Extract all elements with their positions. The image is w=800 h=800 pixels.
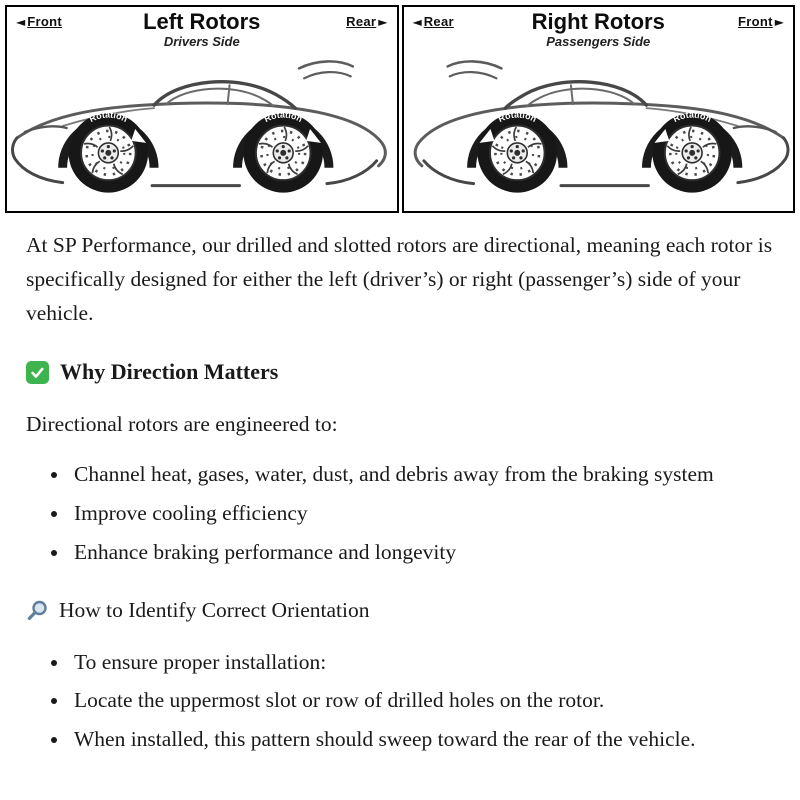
rear-rotor <box>238 113 329 192</box>
why-direction-matters-heading <box>26 355 774 390</box>
heading-text: How to Identify Correct Orientation <box>59 597 370 622</box>
direction-text: Front <box>738 14 773 29</box>
list-item: • Enhance braking performance and longevity <box>70 536 774 570</box>
direction-text: Front <box>27 14 62 29</box>
benefits-list <box>26 458 774 570</box>
list-item: • To ensure proper installation: <box>70 646 774 680</box>
left-arrow-icon: ◄ <box>412 14 422 29</box>
rear-direction-label <box>346 14 387 29</box>
list-item: • Locate the uppermost slot or row of drilled holes on the rotor. <box>70 684 774 718</box>
rear-direction-label <box>413 14 454 29</box>
engineered-lead: Directional rotors are engineered to: <box>26 411 338 436</box>
right-arrow-icon: ► <box>378 14 388 29</box>
rotor-direction-diagram <box>0 0 800 213</box>
left-car-illustration <box>7 51 397 203</box>
right-arrow-icon: ► <box>774 14 784 29</box>
front-direction-label <box>16 14 62 29</box>
right-car-illustration <box>404 51 794 203</box>
left-panel-header <box>7 7 397 49</box>
right-rotors-panel <box>402 5 796 213</box>
orientation-list <box>26 646 774 758</box>
front-direction-label <box>738 14 784 29</box>
heading-text: Why Direction Matters <box>60 358 279 384</box>
left-arrow-icon: ◄ <box>16 14 26 29</box>
article-body <box>0 213 800 791</box>
identify-orientation-heading <box>26 594 774 628</box>
panel-subtitle: Passengers Side <box>546 34 651 50</box>
left-rotors-panel <box>5 5 399 213</box>
list-item: • Channel heat, gases, water, dust, and debris away from the braking system <box>70 458 774 492</box>
magnifier-icon <box>26 599 50 623</box>
front-rotor <box>63 113 154 192</box>
panel-title: Left Rotors <box>143 9 261 34</box>
right-panel-header <box>404 7 794 49</box>
intro-paragraph: At SP Performance, our drilled and slotted rotors are directional, meaning each rotor is specifically designed for either the left (driver’s) or right (passenger’s) side of your vehicle. <box>26 233 773 325</box>
list-item: • Improve cooling efficiency <box>70 497 774 531</box>
panel-subtitle: Drivers Side <box>163 34 240 50</box>
direction-text: Rear <box>423 14 454 29</box>
list-item: • When installed, this pattern should sweep toward the rear of the vehicle. <box>70 723 774 757</box>
panel-title: Right Rotors <box>531 9 665 34</box>
direction-text: Rear <box>346 14 377 29</box>
check-icon <box>26 361 49 384</box>
